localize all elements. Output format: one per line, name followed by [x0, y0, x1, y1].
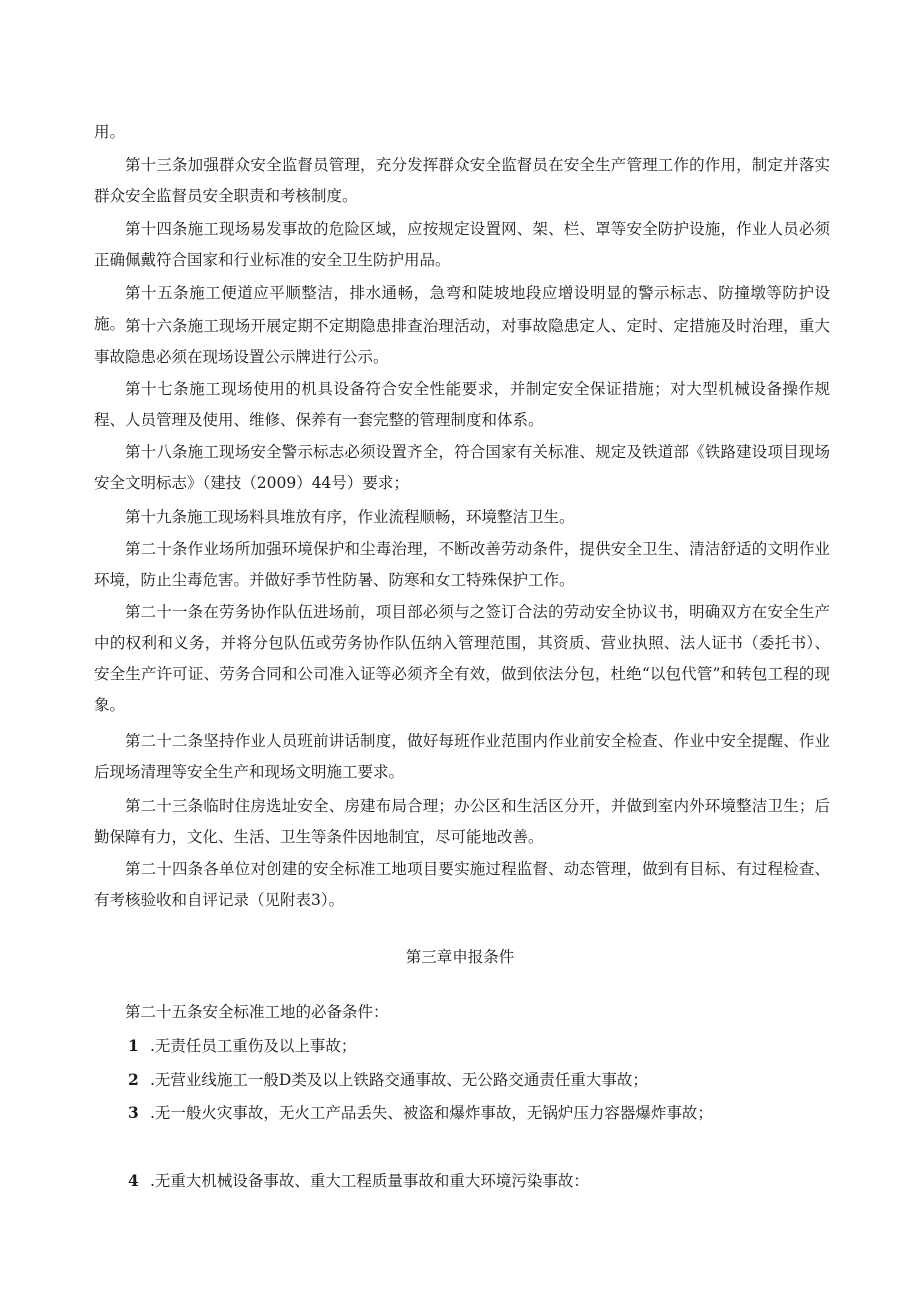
list-item — [128, 1097, 848, 1129]
list-item-text: .无一般火灾事故，无火工产品丢失、被盗和爆炸事故，无锅炉压力容器爆炸事故； — [150, 1104, 713, 1122]
paragraph-continuation: 用。 — [94, 123, 126, 141]
paragraph-article-19: 第十九条施工现场料具堆放有序，作业流程顺畅，环境整洁卫生。 — [125, 508, 575, 526]
paragraph-article-23: 第二十三条临时住房选址安全、房建布局合理；办公区和生活区分开，并做到室内外环境整洁卫生；后勤保障有力，文化、生活、卫生等条件因地制宜，尽可能地改善。 — [94, 797, 830, 846]
paragraph-article-18: 第十八条施工现场安全警示标志必须设置齐全，符合国家有关标准、规定及铁道部《铁路建设项目现场安全文明标志》（建技（2009）44号）要求； — [94, 443, 830, 492]
chapter-heading: 第三章申报条件 — [405, 948, 515, 966]
paragraph-article-16: 第十六条施工现场开展定期不定期隐患排查治理活动，对事故隐患定人、定时、定措施及时治理，重大事故隐患必须在现场设置公示牌进行公示。 — [94, 317, 830, 366]
list-item-number: 1 — [128, 1036, 139, 1055]
list-item — [128, 1165, 848, 1197]
paragraph-article-20: 第二十条作业场所加强环境保护和尘毒治理，不断改善劳动条件，提供安全卫生、清洁舒适的文明作业环境，防止尘毒危害。并做好季节性防暑、防寒和女工特殊保护工作。 — [94, 540, 830, 589]
list-item-text: .无重大机械设备事故、重大工程质量事故和重大环境污染事故： — [150, 1172, 589, 1190]
paragraph-article-14: 第十四条施工现场易发事故的危险区域，应按规定设置网、架、栏、罩等安全防护设施，作业人员必须正确佩戴符合国家和行业标准的安全卫生防护用品。 — [94, 220, 830, 269]
list-item-number: 4 — [128, 1171, 139, 1190]
paragraph-article-22: 第二十二条坚持作业人员班前讲话制度，做好每班作业范围内作业前安全检查、作业中安全提醒、作业后现场清理等安全生产和现场文明施工要求。 — [94, 732, 830, 781]
paragraph-article-17: 第十七条施工现场使用的机具设备符合安全性能要求，并制定安全保证措施；对大型机械设备操作规程、人员管理及使用、维修、保养有一套完整的管理制度和体系。 — [94, 380, 830, 429]
list-item-text: .无责任员工重伤及以上事故； — [150, 1037, 357, 1055]
list-item-number: 2 — [128, 1070, 139, 1089]
paragraph-article-25: 第二十五条安全标准工地的必备条件： — [125, 1003, 389, 1021]
list-item — [128, 1030, 848, 1062]
list-item — [128, 1064, 848, 1096]
paragraph-article-15: 第十五条施工便道应平顺整洁，排水通畅，急弯和陡坡地段应增设明显的警示标志、防撞墩等防护设施。 — [94, 284, 830, 333]
paragraph-article-24: 第二十四条各单位对创建的安全标准工地项目要实施过程监督、动态管理，做到有目标、有过程检查、有考核验收和自评记录（见附表3）。 — [94, 860, 830, 909]
paragraph-article-13: 第十三条加强群众安全监督员管理，充分发挥群众安全监督员在安全生产管理工作的作用，制定并落实群众安全监督员安全职责和考核制度。 — [94, 156, 830, 205]
paragraph-article-21: 第二十一条在劳务协作队伍进场前，项目部必须与之签订合法的劳动安全协议书，明确双方在安全生产中的权利和义务，并将分包队伍或劳务协作队伍纳入管理范围，其资质、营业执照、法人证书（委托书）、安全生产许可证、劳务合同和公司准入证等必须齐全有效，做到依法分包，杜绝“以包代管”和转包工程的现象。 — [94, 603, 830, 714]
list-item-text: .无营业线施工一般D类及以上铁路交通事故、无公路交通责任重大事故； — [150, 1071, 648, 1089]
list-item-number: 3 — [128, 1103, 139, 1122]
